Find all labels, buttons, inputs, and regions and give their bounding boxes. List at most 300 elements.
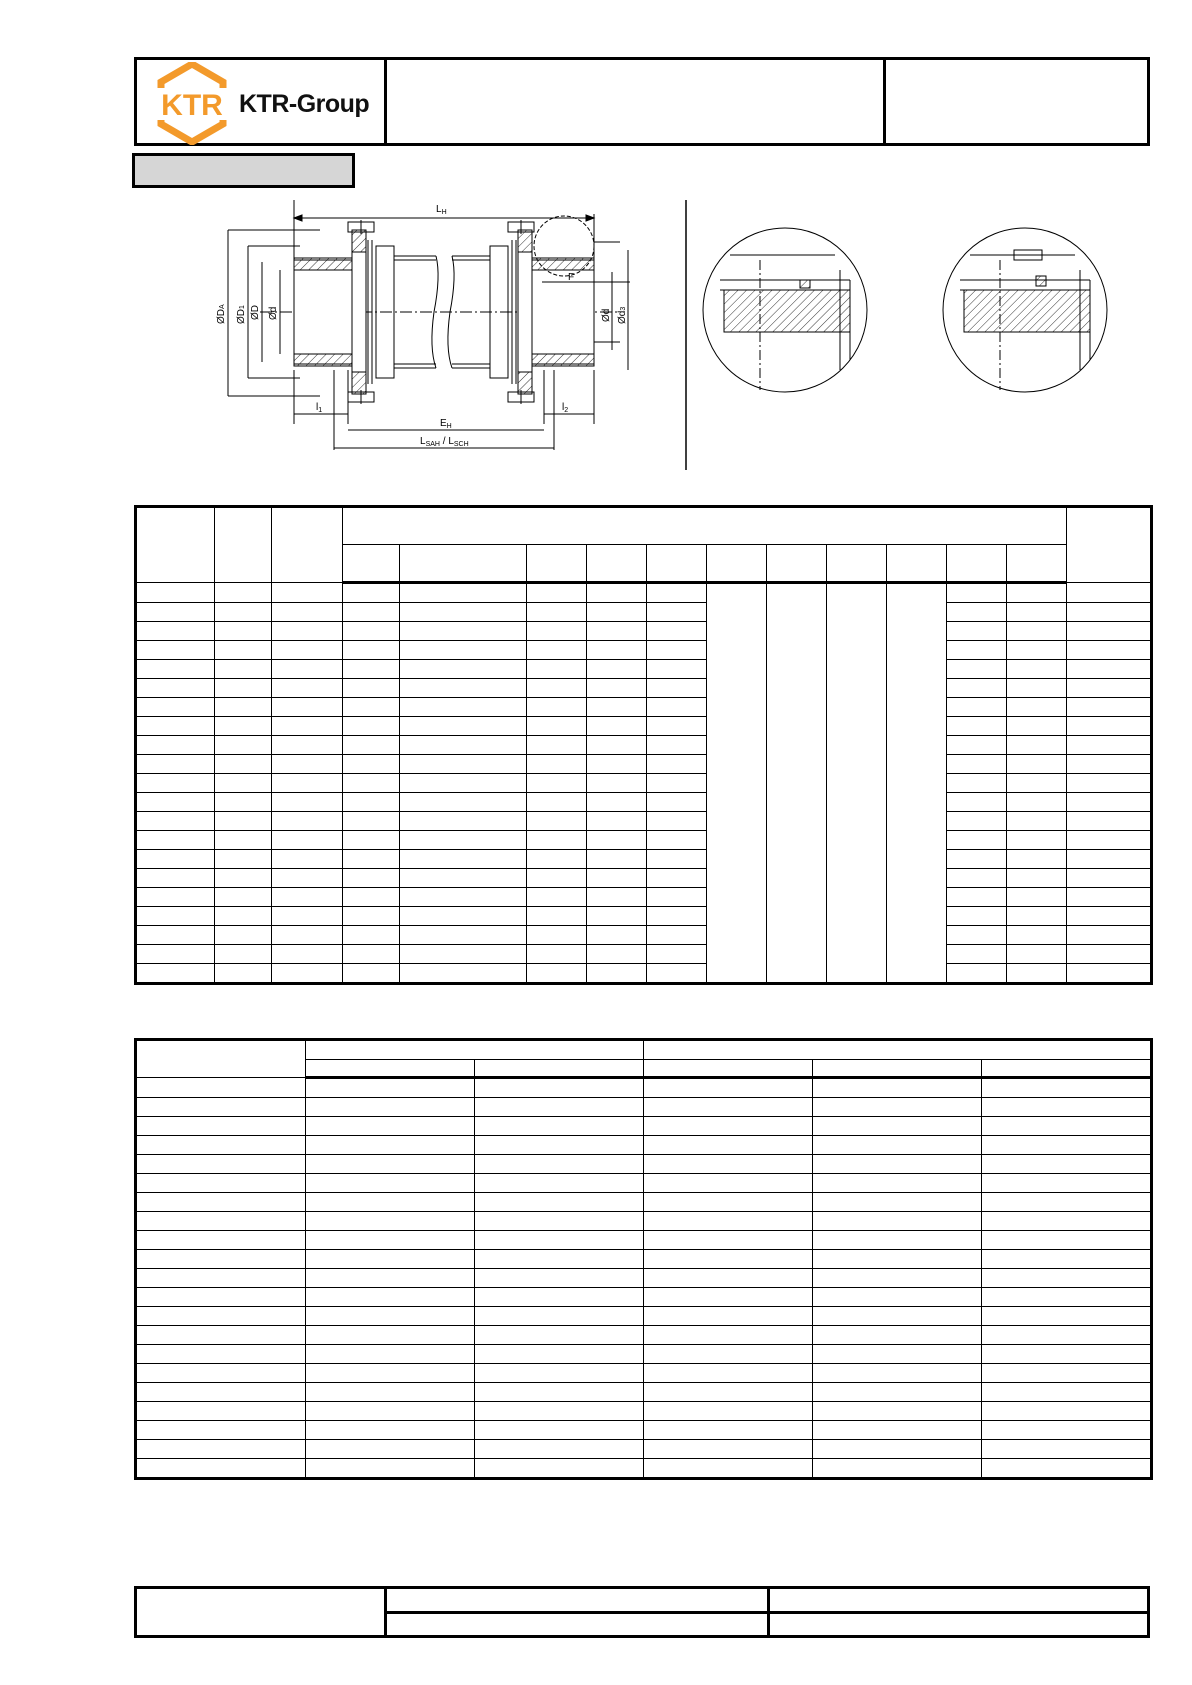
logo-cell <box>137 60 387 143</box>
table-cell <box>982 1078 1152 1098</box>
table-row <box>136 603 1152 622</box>
table-cell <box>343 603 400 622</box>
table-cell <box>1007 660 1067 679</box>
table-cell <box>475 1345 644 1364</box>
table-cell <box>982 1193 1152 1212</box>
table-cell <box>1067 679 1152 698</box>
table-cell <box>475 1136 644 1155</box>
table-cell <box>136 1383 306 1402</box>
table-cell <box>982 1250 1152 1269</box>
table-cell <box>306 1250 475 1269</box>
table-cell <box>215 641 272 660</box>
table-cell <box>136 888 215 907</box>
table-cell <box>1007 641 1067 660</box>
table-cell <box>475 1269 644 1288</box>
ktr-logo <box>147 62 237 145</box>
table-cell <box>587 755 647 774</box>
table-cell <box>644 1326 813 1345</box>
table-row <box>136 660 1152 679</box>
table-cell <box>272 812 343 831</box>
table-row <box>136 1307 1152 1326</box>
table-cell <box>644 1421 813 1440</box>
table-cell <box>1007 831 1067 850</box>
table-cell <box>475 1212 644 1231</box>
table-cell <box>644 1078 813 1098</box>
table-cell <box>272 869 343 888</box>
table-cell <box>813 1421 982 1440</box>
table-cell <box>813 1383 982 1402</box>
table-row <box>136 831 1152 850</box>
table-row <box>136 1117 1152 1136</box>
table-cell <box>527 622 587 641</box>
table-cell <box>272 793 343 812</box>
header-cell <box>827 545 887 583</box>
table-cell <box>813 1250 982 1269</box>
table-row <box>136 907 1152 926</box>
table-cell <box>1007 583 1067 603</box>
table-cell <box>343 888 400 907</box>
table-cell <box>947 793 1007 812</box>
table-cell <box>136 1231 306 1250</box>
table-cell <box>527 869 587 888</box>
table-cell <box>400 736 527 755</box>
table-cell <box>647 717 707 736</box>
table-cell <box>1067 907 1152 926</box>
table-cell <box>475 1250 644 1269</box>
table-cell <box>343 869 400 888</box>
table-cell <box>1067 622 1152 641</box>
table-cell <box>527 641 587 660</box>
table-cell <box>1067 964 1152 984</box>
table-cell <box>1067 850 1152 869</box>
table-row <box>136 1269 1152 1288</box>
table-row <box>136 641 1152 660</box>
table-cell <box>527 888 587 907</box>
table-cell <box>475 1383 644 1402</box>
eh-label: $E_H$ <box>440 418 452 430</box>
table-cell <box>215 869 272 888</box>
table-cell <box>813 1440 982 1459</box>
table-cell <box>982 1136 1152 1155</box>
table-row <box>136 812 1152 831</box>
table-cell <box>644 1250 813 1269</box>
table-cell <box>947 717 1007 736</box>
table-cell <box>1007 869 1067 888</box>
table-cell <box>343 964 400 984</box>
table-row <box>136 1345 1152 1364</box>
document-number-cell <box>886 60 1147 143</box>
header-cell <box>982 1060 1152 1078</box>
table-cell <box>1067 793 1152 812</box>
table-cell <box>644 1440 813 1459</box>
table-cell <box>813 1402 982 1421</box>
table-cell <box>272 583 343 603</box>
table-cell <box>647 964 707 984</box>
table-cell <box>1007 850 1067 869</box>
table-cell <box>813 1345 982 1364</box>
table-cell <box>475 1288 644 1307</box>
table-cell <box>306 1174 475 1193</box>
header-cell <box>707 545 767 583</box>
table-cell <box>644 1345 813 1364</box>
table-row <box>136 1155 1152 1174</box>
header-cell <box>343 545 400 583</box>
table-cell <box>587 869 647 888</box>
table-cell <box>343 812 400 831</box>
table-cell <box>813 1117 982 1136</box>
table-cell <box>475 1098 644 1117</box>
table-cell <box>644 1364 813 1383</box>
table-cell <box>136 945 215 964</box>
header-cell <box>947 545 1007 583</box>
table-cell <box>982 1269 1152 1288</box>
table-cell <box>306 1212 475 1231</box>
table-cell <box>272 964 343 984</box>
table-cell <box>306 1098 475 1117</box>
table-cell <box>947 583 1007 603</box>
table-cell <box>1067 774 1152 793</box>
table-row <box>136 793 1152 812</box>
table-cell <box>1007 736 1067 755</box>
table-cell <box>587 907 647 926</box>
table-row <box>136 583 1152 603</box>
table-cell <box>136 869 215 888</box>
table-cell <box>1067 755 1152 774</box>
table-cell <box>982 1402 1152 1421</box>
table-cell <box>306 1326 475 1345</box>
table-row <box>136 736 1152 755</box>
header-cell <box>644 1040 1152 1060</box>
table-cell <box>527 850 587 869</box>
table-cell <box>644 1117 813 1136</box>
table-cell <box>587 736 647 755</box>
table-cell <box>136 1421 306 1440</box>
table-cell <box>475 1155 644 1174</box>
table-cell <box>982 1212 1152 1231</box>
table-cell <box>475 1326 644 1345</box>
table-cell <box>136 907 215 926</box>
table-row <box>136 1136 1152 1155</box>
table-cell <box>136 717 215 736</box>
table-cell <box>647 869 707 888</box>
table-cell <box>587 812 647 831</box>
coupling-drawing <box>200 200 1140 470</box>
d1-label: ØD1 <box>236 305 247 324</box>
table-cell <box>947 660 1007 679</box>
table-cell <box>587 964 647 984</box>
table-cell <box>1067 945 1152 964</box>
table-cell <box>813 1078 982 1098</box>
table-cell <box>400 850 527 869</box>
table-row <box>136 888 1152 907</box>
table-cell <box>215 793 272 812</box>
table-cell <box>306 1288 475 1307</box>
table-cell <box>947 907 1007 926</box>
table-cell <box>587 774 647 793</box>
table-cell <box>1007 945 1067 964</box>
table-cell <box>647 736 707 755</box>
table-cell <box>947 603 1007 622</box>
table-cell <box>136 1136 306 1155</box>
table-cell <box>647 698 707 717</box>
table-cell <box>215 583 272 603</box>
table-row <box>136 1250 1152 1269</box>
table-cell <box>587 831 647 850</box>
table-cell <box>647 850 707 869</box>
table-row <box>136 850 1152 869</box>
table-cell <box>343 622 400 641</box>
section-label-box <box>132 153 355 188</box>
table-cell <box>644 1136 813 1155</box>
table-cell <box>136 1250 306 1269</box>
table-cell <box>400 812 527 831</box>
table-cell <box>400 774 527 793</box>
header-cell <box>306 1060 475 1078</box>
d-hub-label: ØD <box>250 305 261 320</box>
d-right-label: Ød <box>601 308 612 322</box>
table-cell <box>1007 603 1067 622</box>
table-cell <box>136 1117 306 1136</box>
lh-label: $L_H$ <box>436 204 447 216</box>
table-cell <box>813 1269 982 1288</box>
table-cell <box>343 698 400 717</box>
table-cell <box>400 926 527 945</box>
table-cell <box>813 1307 982 1326</box>
header-cell <box>1067 507 1152 583</box>
table-cell <box>215 945 272 964</box>
table-cell <box>647 641 707 660</box>
table-cell <box>343 793 400 812</box>
table-cell <box>813 1136 982 1155</box>
table-cell <box>272 603 343 622</box>
table-cell <box>475 1117 644 1136</box>
table-cell <box>982 1364 1152 1383</box>
header-cell <box>813 1060 982 1078</box>
table-cell <box>215 755 272 774</box>
table-cell <box>947 850 1007 869</box>
table-cell <box>982 1098 1152 1117</box>
table-cell <box>272 660 343 679</box>
table-cell <box>982 1231 1152 1250</box>
table-cell <box>136 812 215 831</box>
table-cell <box>644 1307 813 1326</box>
table-cell <box>587 603 647 622</box>
table-row <box>136 755 1152 774</box>
table-cell <box>136 1440 306 1459</box>
header-cell <box>136 507 215 583</box>
table-cell <box>215 907 272 926</box>
header-cell <box>400 545 527 583</box>
table-cell <box>306 1193 475 1212</box>
table-cell <box>982 1440 1152 1459</box>
table-cell <box>887 583 947 984</box>
table-cell <box>644 1231 813 1250</box>
table-cell <box>1067 812 1152 831</box>
table-cell <box>947 755 1007 774</box>
table-row <box>136 1098 1152 1117</box>
table-cell <box>136 736 215 755</box>
table-cell <box>1067 926 1152 945</box>
l2-label: $l_2$ <box>562 402 569 414</box>
table-cell <box>647 774 707 793</box>
table-cell <box>306 1402 475 1421</box>
lsah-lsch-label: $L_{SAH} / L_{SCH}$ <box>420 436 469 448</box>
table-cell <box>400 869 527 888</box>
table-cell <box>215 888 272 907</box>
table-cell <box>1067 641 1152 660</box>
table-cell <box>343 831 400 850</box>
table-cell <box>644 1098 813 1117</box>
table-cell <box>306 1307 475 1326</box>
table-cell <box>1067 660 1152 679</box>
table-cell <box>947 831 1007 850</box>
table-cell <box>527 755 587 774</box>
table-cell <box>475 1078 644 1098</box>
table-cell <box>400 831 527 850</box>
table-cell <box>136 603 215 622</box>
table-cell <box>400 945 527 964</box>
table-cell <box>272 641 343 660</box>
table-cell <box>647 603 707 622</box>
table-cell <box>343 907 400 926</box>
table-cell <box>136 660 215 679</box>
table-cell <box>527 964 587 984</box>
table-cell <box>272 679 343 698</box>
table-cell <box>136 1174 306 1193</box>
table-cell <box>587 698 647 717</box>
table-cell <box>272 850 343 869</box>
table-cell <box>136 1288 306 1307</box>
table-cell <box>272 622 343 641</box>
table-cell <box>947 964 1007 984</box>
table-cell <box>647 622 707 641</box>
table-cell <box>272 717 343 736</box>
table-cell <box>400 888 527 907</box>
table-cell <box>1007 679 1067 698</box>
table-cell <box>400 641 527 660</box>
table-cell <box>587 888 647 907</box>
table-cell <box>136 755 215 774</box>
table-row <box>136 1212 1152 1231</box>
table-cell <box>813 1098 982 1117</box>
table-cell <box>527 698 587 717</box>
table-cell <box>136 679 215 698</box>
table-cell <box>647 660 707 679</box>
table-cell <box>136 926 215 945</box>
table-cell <box>644 1212 813 1231</box>
table-cell <box>644 1288 813 1307</box>
table-cell <box>306 1269 475 1288</box>
da-label: ØDA <box>216 304 227 324</box>
table-cell <box>136 1269 306 1288</box>
table-cell <box>813 1364 982 1383</box>
footer-left-cell <box>137 1589 387 1635</box>
table-row <box>136 1383 1152 1402</box>
table-cell <box>947 812 1007 831</box>
table-cell <box>215 850 272 869</box>
table-cell <box>136 583 215 603</box>
table-cell <box>136 831 215 850</box>
table-cell <box>306 1383 475 1402</box>
table-cell <box>1007 622 1067 641</box>
table-cell <box>587 641 647 660</box>
table-cell <box>647 945 707 964</box>
footer-block <box>134 1586 1150 1638</box>
table-cell <box>647 812 707 831</box>
header-cell <box>587 545 647 583</box>
table-cell <box>947 698 1007 717</box>
table-cell <box>527 679 587 698</box>
table-cell <box>527 907 587 926</box>
table-row <box>136 926 1152 945</box>
table-row <box>136 869 1152 888</box>
table-cell <box>647 583 707 603</box>
header-cell <box>306 1040 644 1060</box>
table-cell <box>272 907 343 926</box>
table-cell <box>1007 698 1067 717</box>
table-cell <box>343 755 400 774</box>
table-cell <box>400 679 527 698</box>
table-cell <box>343 660 400 679</box>
title-block <box>134 57 1150 146</box>
table-cell <box>527 660 587 679</box>
table-cell <box>527 812 587 831</box>
table-cell <box>136 774 215 793</box>
table-cell <box>813 1326 982 1345</box>
table-row <box>136 622 1152 641</box>
table-cell <box>215 698 272 717</box>
table-cell <box>587 717 647 736</box>
table-cell <box>136 1364 306 1383</box>
table-cell <box>136 698 215 717</box>
table-cell <box>647 793 707 812</box>
table-cell <box>215 736 272 755</box>
table-cell <box>136 850 215 869</box>
table-cell <box>827 583 887 984</box>
table-cell <box>136 964 215 984</box>
table-cell <box>982 1459 1152 1479</box>
table-cell <box>215 774 272 793</box>
table-cell <box>647 926 707 945</box>
table-cell <box>1007 812 1067 831</box>
table-cell <box>644 1155 813 1174</box>
table-cell <box>947 622 1007 641</box>
header-cell <box>527 545 587 583</box>
table-cell <box>982 1288 1152 1307</box>
table-cell <box>982 1117 1152 1136</box>
table-row <box>136 1402 1152 1421</box>
table-cell <box>527 926 587 945</box>
table-cell <box>215 622 272 641</box>
header-cell <box>644 1060 813 1078</box>
header-cell <box>475 1060 644 1078</box>
table-cell <box>215 926 272 945</box>
table-cell <box>813 1174 982 1193</box>
table-cell <box>136 1459 306 1479</box>
table-row <box>136 774 1152 793</box>
table-cell <box>527 793 587 812</box>
table-cell <box>475 1193 644 1212</box>
table-cell <box>136 1212 306 1231</box>
company-name: KTR-Group <box>239 90 370 118</box>
table-header-row <box>136 507 1152 545</box>
table-cell <box>215 679 272 698</box>
table-cell <box>527 774 587 793</box>
table-cell <box>527 736 587 755</box>
table-cell <box>343 717 400 736</box>
table-cell <box>527 945 587 964</box>
table-cell <box>343 736 400 755</box>
